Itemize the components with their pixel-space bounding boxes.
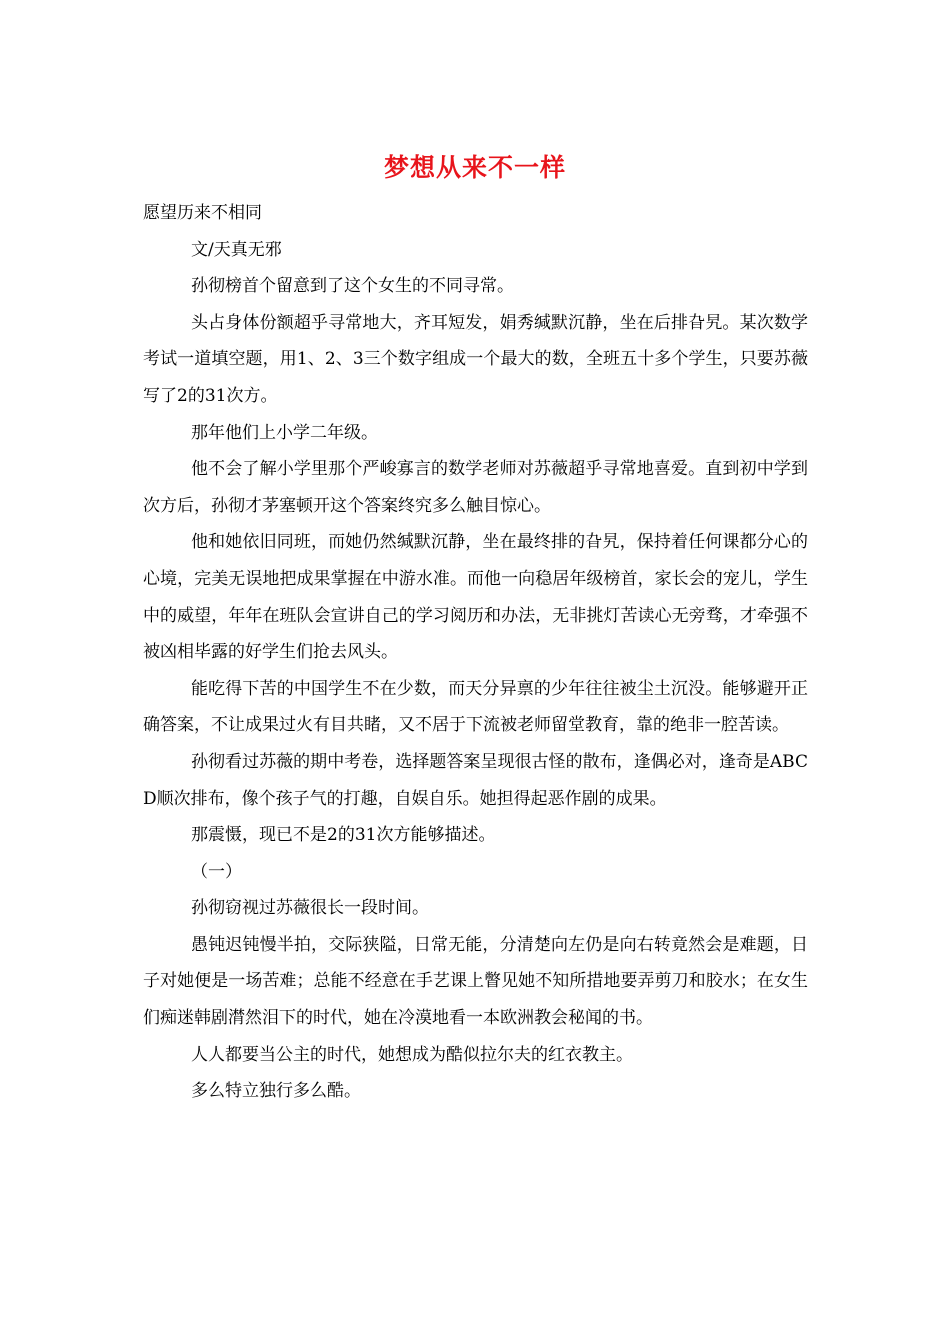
paragraph: 愚钝迟钝慢半拍，交际狭隘，日常无能，分清楚向左仍是向右转竟然会是难题，日子对她便是一场苦难；总能不经意在手艺课上瞥见她不知所措地要弄剪刀和胶水；在女生们痴迷韩剧潸然泪下的时代，她在冷漠地看一本欧洲教会秘闻的书。 — [143, 934, 808, 1029]
paragraph: 能吃得下苦的中国学生不在少数，而天分异禀的少年往往被尘土沉没。能够避开正确答案，不让成果过火有目共睹，又不居于下流被老师留堂教育，靠的绝非一腔苦读。 — [143, 678, 808, 736]
paragraph: 他和她依旧同班，而她仍然缄默沉静，坐在最终排的旮旯，保持着任何课都分心的心境，完美无误地把成果掌握在中游水准。而他一向稳居年级榜首，家长会的宠儿，学生中的威望，年年在班队会宣讲自己的学习阅历和办法，无非挑灯苦读心无旁骛，才牵强不被凶相毕露的好学生们抢去风头。 — [143, 532, 808, 663]
paragraph: 头占身体份额超乎寻常地大，齐耳短发，娟秀缄默沉静，坐在后排旮旯。某次数学考试一道填空题，用1、2、3三个数字组成一个最大的数，全班五十多个学生，只要苏薇写了2的31次方。 — [143, 312, 808, 406]
paragraph: 多么特立独行多么酷。 — [191, 1081, 361, 1102]
paragraph: 孙彻榜首个留意到了这个女生的不同寻常。 — [191, 276, 514, 297]
document-body — [143, 195, 808, 1110]
document-subtitle: 愿望历来不相同 — [143, 203, 262, 223]
author-line: 文/天真无邪 — [191, 239, 282, 260]
document-title: 梦想从来不一样 — [383, 153, 566, 182]
paragraph: 那震慑，现已不是2的31次方能够描述。 — [191, 825, 496, 846]
paragraph: 那年他们上小学二年级。 — [191, 422, 378, 443]
paragraph: 孙彻看过苏薇的期中考卷，选择题答案呈现很古怪的散布，逢偶必对，逢奇是ABCD顺次排布，像个孩子气的打趣，自娱自乐。她担得起恶作剧的成果。 — [143, 751, 808, 809]
section-marker: （一） — [191, 861, 242, 882]
paragraph: 他不会了解小学里那个严峻寡言的数学老师对苏薇超乎寻常地喜爱。直到初中学到次方后，孙彻才茅塞顿开这个答案终究多么触目惊心。 — [143, 459, 808, 516]
paragraph: 孙彻窃视过苏薇很长一段时间。 — [191, 898, 429, 919]
paragraph: 人人都要当公主的时代，她想成为酷似拉尔夫的红衣教主。 — [191, 1044, 633, 1065]
